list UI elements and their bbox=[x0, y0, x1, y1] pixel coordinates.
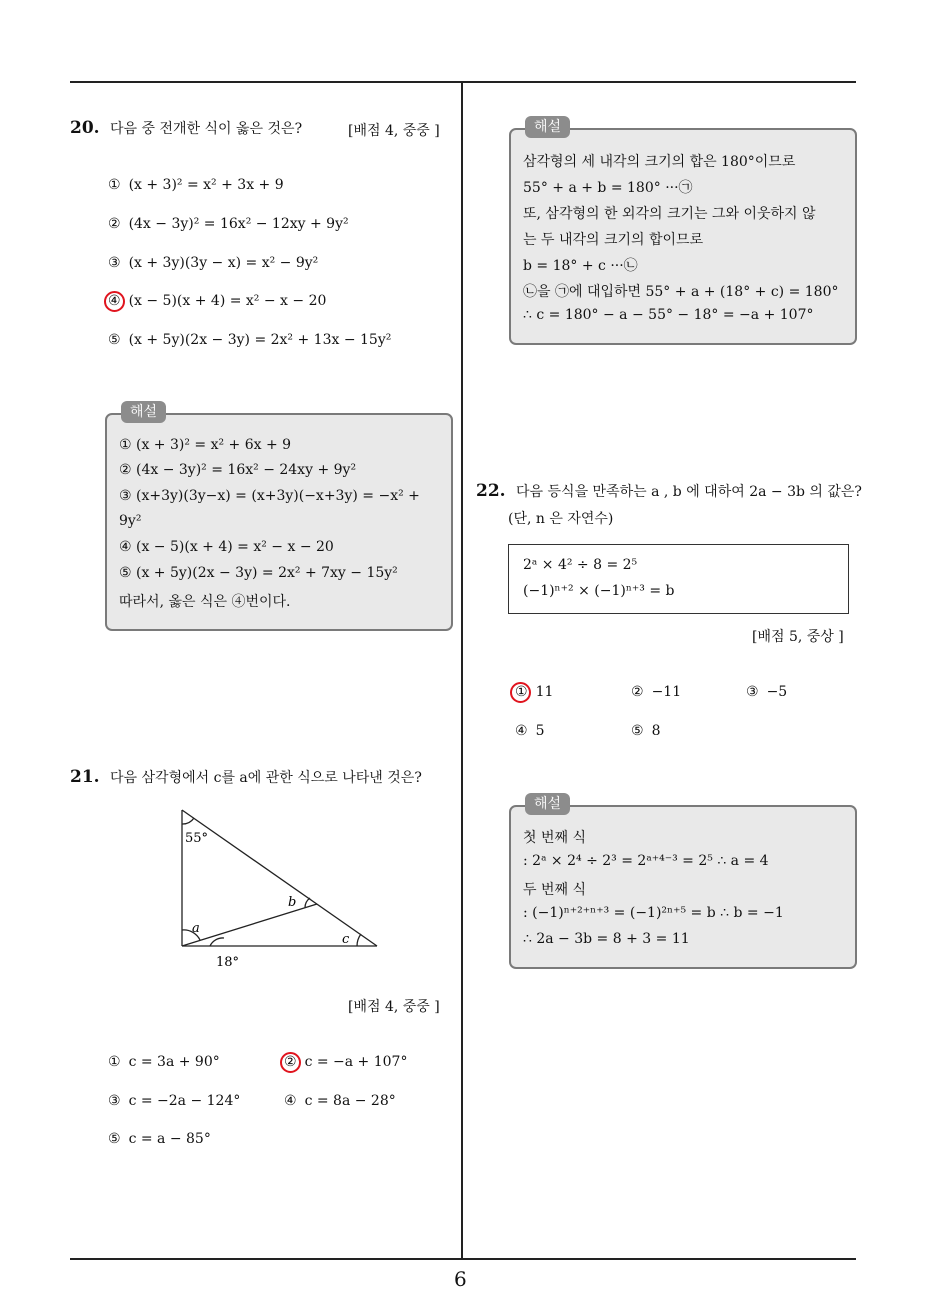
option-mark: ② bbox=[284, 1054, 297, 1070]
solution-line: ∴ 2a − 3b = 8 + 3 = 11 bbox=[523, 931, 690, 947]
solution-box bbox=[509, 119, 857, 345]
answer-circle-mark bbox=[104, 291, 125, 312]
option-2[interactable] bbox=[108, 216, 349, 232]
option-text: c = 8a − 28° bbox=[304, 1093, 396, 1109]
triangle-figure bbox=[170, 800, 390, 975]
question-22 bbox=[476, 481, 862, 501]
option-text: 8 bbox=[651, 723, 661, 739]
option-3[interactable] bbox=[108, 255, 318, 271]
page-number: 6 bbox=[454, 1267, 467, 1291]
solution-line: : (−1)ⁿ⁺²⁺ⁿ⁺³ = (−1)²ⁿ⁺⁵ = b ∴ b = −1 bbox=[523, 905, 784, 921]
option-text: (x + 3y)(3y − x) = x² − 9y² bbox=[128, 255, 319, 271]
question-text: 다음 삼각형에서 c를 a에 관한 식으로 나타낸 것은? bbox=[110, 770, 422, 786]
solution-line: 첫 번째 식 bbox=[523, 830, 586, 846]
question-number: 20. bbox=[70, 118, 100, 138]
solution-tag: 해설 bbox=[525, 116, 570, 138]
option-1[interactable] bbox=[108, 1054, 220, 1070]
option-5[interactable] bbox=[108, 1131, 211, 1147]
score-label: [배점 4, 중중 ] bbox=[348, 123, 440, 139]
solution-line: ③ (x+3y)(3y−x) = (x+3y)(−x+3y) = −x² + bbox=[119, 488, 420, 504]
option-mark: ④ bbox=[515, 723, 528, 739]
triangle-hypotenuse bbox=[182, 810, 377, 946]
option-1[interactable] bbox=[108, 177, 284, 193]
option-text: c = 3a + 90° bbox=[128, 1054, 220, 1070]
angle-arc-c bbox=[357, 934, 361, 946]
solution-line: ㉡을 ㉠에 대입하면 55° + a + (18° + c) = 180° bbox=[523, 284, 839, 300]
condition-box bbox=[508, 544, 849, 614]
solution-box bbox=[509, 796, 857, 969]
solution-line: 두 번째 식 bbox=[523, 882, 586, 898]
solution-line: 9y² bbox=[119, 513, 142, 529]
option-text: c = −a + 107° bbox=[304, 1054, 408, 1070]
inner-segment bbox=[182, 904, 317, 946]
option-mark: ① bbox=[108, 1054, 121, 1070]
solution-tag: 해설 bbox=[121, 401, 166, 423]
bottom-rule bbox=[70, 1258, 856, 1260]
option-text: c = −2a − 124° bbox=[128, 1093, 241, 1109]
condition-line: 2ᵃ × 4² ÷ 8 = 2⁵ bbox=[523, 557, 638, 573]
option-text: 11 bbox=[535, 684, 554, 700]
option-text: (x − 5)(x + 4) = x² − x − 20 bbox=[128, 293, 327, 309]
option-text: (x + 3)² = x² + 3x + 9 bbox=[128, 177, 284, 193]
option-mark: ① bbox=[108, 177, 121, 193]
solution-line: ∴ c = 180° − a − 55° − 18° = −a + 107° bbox=[523, 307, 814, 323]
option-mark: ③ bbox=[108, 1093, 121, 1109]
option-mark: ③ bbox=[108, 255, 121, 271]
option-text: −11 bbox=[651, 684, 682, 700]
solution-line: 55° + a + b = 180° ···㉠ bbox=[523, 180, 693, 196]
option-2[interactable] bbox=[284, 1054, 407, 1070]
option-3[interactable] bbox=[108, 1093, 240, 1109]
option-mark: ⑤ bbox=[108, 332, 121, 348]
option-mark: ③ bbox=[746, 684, 759, 700]
option-text: c = a − 85° bbox=[128, 1131, 211, 1147]
option-2[interactable] bbox=[631, 684, 681, 700]
option-text: −5 bbox=[766, 684, 788, 700]
angle-label-a: a bbox=[192, 921, 200, 936]
option-4[interactable] bbox=[108, 293, 326, 309]
angle-label-b: b bbox=[288, 895, 297, 910]
solution-line: b = 18° + c ···㉡ bbox=[523, 258, 638, 274]
angle-label-c: c bbox=[342, 932, 350, 947]
question-21 bbox=[70, 767, 422, 787]
option-mark: ④ bbox=[108, 293, 121, 309]
solution-box bbox=[105, 404, 453, 631]
question-20 bbox=[70, 118, 302, 138]
option-mark: ⑤ bbox=[631, 723, 644, 739]
question-number: 22. bbox=[476, 481, 506, 501]
angle-arc-top bbox=[182, 818, 194, 824]
answer-circle-mark bbox=[280, 1052, 301, 1073]
solution-line: : 2ᵃ × 2⁴ ÷ 2³ = 2ᵃ⁺⁴⁻³ = 2⁵ ∴ a = 4 bbox=[523, 853, 769, 869]
question-note: (단, n 은 자연수) bbox=[508, 511, 614, 527]
question-text: 다음 중 전개한 식이 옳은 것은? bbox=[110, 121, 303, 137]
option-mark: ④ bbox=[284, 1093, 297, 1109]
score-label: [배점 4, 중중 ] bbox=[348, 999, 440, 1015]
answer-circle-mark bbox=[510, 682, 531, 703]
solution-line: ⑤ (x + 5y)(2x − 3y) = 2x² + 7xy − 15y² bbox=[119, 565, 398, 581]
solution-tag: 해설 bbox=[525, 793, 570, 815]
option-5[interactable] bbox=[631, 723, 660, 739]
question-number: 21. bbox=[70, 767, 100, 787]
option-4[interactable] bbox=[284, 1093, 396, 1109]
option-mark: ① bbox=[515, 684, 528, 700]
option-mark: ② bbox=[108, 216, 121, 232]
score-label: [배점 5, 중상 ] bbox=[752, 629, 844, 645]
option-5[interactable] bbox=[108, 332, 391, 348]
solution-line: 따라서, 옳은 식은 ④번이다. bbox=[119, 594, 291, 610]
option-text: (4x − 3y)² = 16x² − 12xy + 9y² bbox=[128, 216, 349, 232]
solution-line: ① (x + 3)² = x² + 6x + 9 bbox=[119, 437, 292, 453]
angle-label-55: 55° bbox=[185, 831, 209, 846]
solution-line: ④ (x − 5)(x + 4) = x² − x − 20 bbox=[119, 539, 334, 555]
option-mark: ⑤ bbox=[108, 1131, 121, 1147]
option-text: (x + 5y)(2x − 3y) = 2x² + 13x − 15y² bbox=[128, 332, 392, 348]
solution-line: ② (4x − 3y)² = 16x² − 24xy + 9y² bbox=[119, 462, 357, 478]
angle-arc-18 bbox=[210, 938, 224, 946]
column-divider bbox=[461, 83, 463, 1259]
solution-line: 는 두 내각의 크기의 합이므로 bbox=[523, 232, 704, 248]
condition-line: (−1)ⁿ⁺² × (−1)ⁿ⁺³ = b bbox=[523, 583, 675, 599]
solution-line: 또, 삼각형의 한 외각의 크기는 그와 이웃하지 않 bbox=[523, 206, 816, 222]
top-rule bbox=[70, 81, 856, 83]
option-mark: ② bbox=[631, 684, 644, 700]
option-text: 5 bbox=[535, 723, 545, 739]
question-text: 다음 등식을 만족하는 a , b 에 대하여 2a − 3b 의 값은? bbox=[516, 484, 862, 500]
option-3[interactable] bbox=[746, 684, 787, 700]
angle-label-18: 18° bbox=[216, 955, 240, 970]
option-4[interactable] bbox=[515, 723, 544, 739]
solution-line: 삼각형의 세 내각의 크기의 합은 180°이므로 bbox=[523, 154, 796, 170]
